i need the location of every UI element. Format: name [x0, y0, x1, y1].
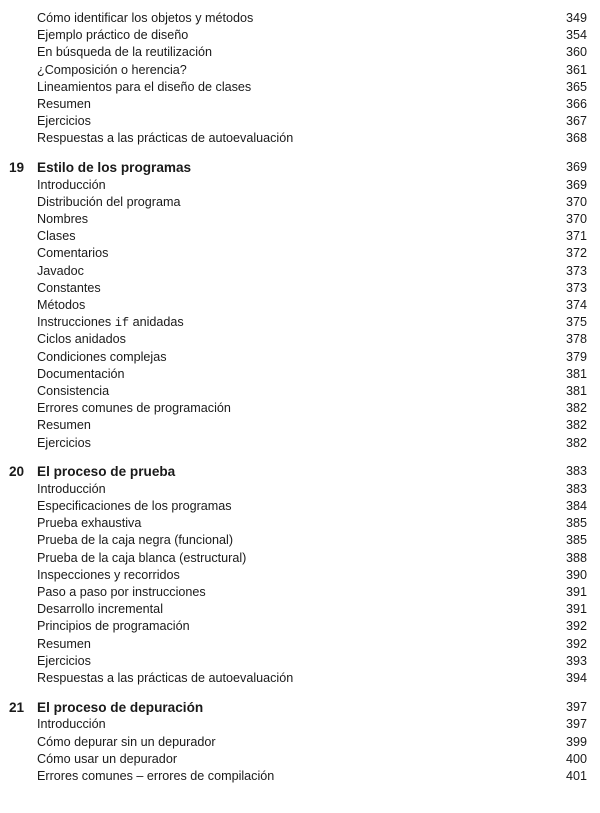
entry-title: Principios de programación [37, 619, 190, 634]
entry-page: 393 [565, 653, 587, 668]
entry-title: Ciclos anidados [37, 332, 126, 347]
entry-page: 382 [565, 418, 587, 433]
entry-page: 385 [565, 533, 587, 548]
entry-title: Documentación [37, 366, 125, 381]
entry-page: 367 [565, 114, 587, 129]
chapter-number: 19 [9, 160, 25, 176]
toc-entry [0, 10, 600, 27]
toc-entry [0, 211, 600, 228]
entry-title: Prueba exhaustiva [37, 516, 142, 531]
toc-entry [0, 194, 600, 211]
chapter-21 [0, 699, 600, 785]
toc-entry [0, 113, 600, 130]
entry-title: Prueba de la caja negra (funcional) [37, 533, 234, 548]
entry-title-prefix: Instrucciones [37, 315, 115, 330]
entry-title: Lineamientos para el diseño de clases [37, 79, 252, 94]
chapter-title: Estilo de los programas [37, 160, 192, 176]
toc-entry [0, 27, 600, 44]
entry-title: Javadoc [37, 263, 84, 278]
entry-title: Resumen [37, 636, 91, 651]
entry-title: Cómo depurar sin un depurador [37, 734, 216, 749]
entry-page: 388 [565, 550, 587, 565]
chapter-page: 397 [565, 699, 587, 714]
toc-entry [0, 498, 600, 515]
entry-page: 381 [565, 383, 587, 398]
entry-title: Respuestas a las prácticas de autoevaluación [37, 670, 294, 685]
chapter-page: 369 [565, 160, 587, 175]
entry-page: 384 [565, 499, 587, 514]
entry-title: Introducción [37, 717, 106, 732]
toc-entry [0, 263, 600, 280]
entry-page: 379 [565, 349, 587, 364]
entry-title: Métodos [37, 298, 86, 312]
entry-title: Cómo usar un depurador [37, 751, 178, 766]
entry-page: 382 [565, 435, 587, 450]
toc-entry [0, 618, 600, 635]
entry-page: 400 [565, 751, 587, 766]
entry-page: 390 [565, 567, 587, 582]
entry-page: 399 [565, 734, 587, 749]
entry-page: 392 [565, 636, 587, 651]
toc-entry [0, 314, 600, 331]
toc-entry [0, 177, 600, 194]
chapter-number: 20 [9, 464, 25, 480]
chapter-heading [0, 159, 600, 177]
entry-title: Paso a paso por instrucciones [37, 585, 206, 599]
entry-page: 372 [565, 246, 587, 261]
toc-entry [0, 44, 600, 61]
toc-entry [0, 481, 600, 498]
toc-entry [0, 79, 600, 96]
entry-page: 391 [565, 585, 587, 599]
toc-entry [0, 349, 600, 366]
entry-title: Resumen [37, 418, 91, 433]
toc-entry [0, 417, 600, 434]
chapter-heading [0, 463, 600, 481]
toc-entry [0, 768, 600, 785]
entry-title: Especificaciones de los programas [37, 499, 232, 514]
entry-page: 394 [565, 670, 587, 685]
toc-entry [0, 751, 600, 768]
table-of-contents [0, 10, 600, 785]
entry-page: 383 [565, 481, 587, 496]
entry-page: 401 [565, 768, 587, 783]
entry-page: 373 [565, 263, 587, 278]
entry-page: 371 [565, 229, 587, 244]
toc-entry [0, 435, 600, 452]
entry-page: 381 [565, 366, 587, 381]
toc-entry [0, 297, 600, 314]
entry-title: Condiciones complejas [37, 349, 167, 364]
entry-page: 370 [565, 194, 587, 209]
chapter-title: El proceso de depuración [37, 699, 204, 715]
toc-entry [0, 62, 600, 79]
entry-page: 365 [565, 79, 587, 94]
entry-title: Nombres [37, 212, 89, 227]
toc-entry [0, 670, 600, 687]
entry-page: 354 [565, 28, 587, 43]
toc-entry [0, 280, 600, 297]
entry-title: Distribución del programa [37, 194, 181, 209]
entry-page: 391 [565, 602, 587, 617]
toc-entry [0, 734, 600, 751]
entry-page: 382 [565, 401, 587, 416]
entry-title: En búsqueda de la reutilización [37, 45, 213, 60]
entry-page: 361 [565, 62, 587, 77]
entry-title: Comentarios [37, 246, 109, 261]
chapter-19 [0, 159, 600, 452]
entry-title: ¿Composición o herencia? [37, 62, 187, 77]
entry-page: 373 [565, 280, 587, 295]
toc-entry [0, 383, 600, 400]
toc-entry [0, 515, 600, 532]
entry-page: 360 [565, 45, 587, 60]
entry-title: Errores comunes – errores de compilación [37, 768, 275, 783]
entry-page: 392 [565, 619, 587, 634]
toc-entry [0, 550, 600, 567]
entry-page: 397 [565, 717, 587, 732]
toc-entry [0, 567, 600, 584]
toc-entry [0, 716, 600, 733]
entry-page: 349 [565, 11, 587, 25]
entry-title: Ejemplo práctico de diseño [37, 28, 189, 43]
toc-entry [0, 601, 600, 618]
entry-title-suffix: anidadas [129, 315, 184, 330]
entry-page: 368 [565, 131, 587, 146]
entry-title: Desarrollo incremental [37, 602, 163, 617]
entry-title: Introducción [37, 481, 106, 496]
entry-page: 366 [565, 96, 587, 111]
chapter-number: 21 [9, 699, 25, 715]
entry-page: 375 [565, 315, 587, 330]
toc-entry [0, 653, 600, 670]
chapter-20 [0, 463, 600, 687]
entry-title [37, 314, 184, 332]
entry-page: 369 [565, 177, 587, 192]
toc-entry [0, 366, 600, 383]
entry-title: Ejercicios [37, 114, 91, 129]
entry-title: Clases [37, 229, 76, 244]
entry-title: Ejercicios [37, 653, 91, 668]
entry-page: 378 [565, 332, 587, 347]
chapter-heading [0, 699, 600, 717]
entry-title: Prueba de la caja blanca (estructural) [37, 550, 247, 565]
entry-page: 385 [565, 516, 587, 531]
toc-entry [0, 636, 600, 653]
chapter-title: El proceso de prueba [37, 464, 176, 480]
toc-entry [0, 400, 600, 417]
entry-title-code: if [114, 316, 130, 331]
toc-entry [0, 96, 600, 113]
entry-page: 370 [565, 212, 587, 227]
entry-title: Errores comunes de programación [37, 401, 231, 416]
entry-title: Consistencia [37, 383, 110, 398]
toc-entry [0, 228, 600, 245]
entry-title: Cómo identificar los objetos y métodos [37, 11, 254, 25]
entry-title: Respuestas a las prácticas de autoevaluación [37, 131, 294, 146]
entry-title: Resumen [37, 96, 91, 111]
toc-entry [0, 245, 600, 262]
chapter-page: 383 [565, 464, 587, 479]
toc-entry [0, 532, 600, 549]
entry-title: Introducción [37, 177, 106, 192]
entry-title: Constantes [37, 280, 101, 295]
entry-title: Ejercicios [37, 435, 91, 450]
entry-page: 374 [565, 298, 587, 312]
toc-entry [0, 130, 600, 147]
toc-entry [0, 584, 600, 601]
entry-title: Inspecciones y recorridos [37, 567, 180, 582]
section-continuation [0, 10, 600, 148]
toc-entry [0, 331, 600, 348]
